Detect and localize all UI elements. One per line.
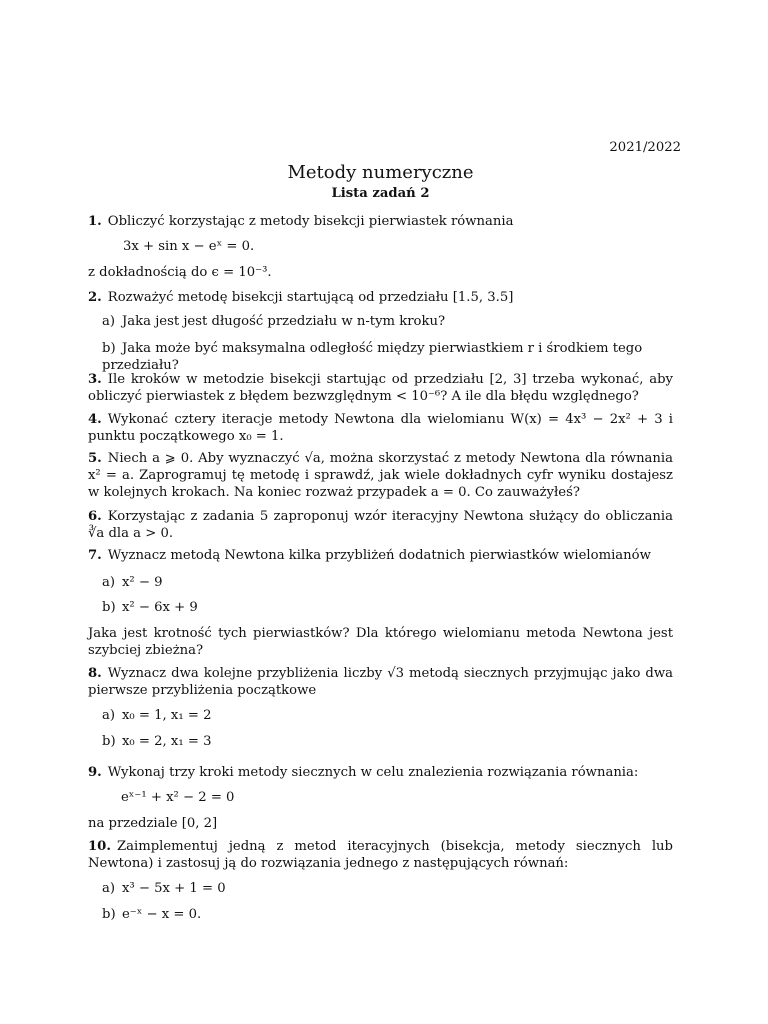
problem-text: Korzystając z zadania 5 zaproponuj wzór iteracyjny Newtona służący do obliczania ∛a dla a > 0. bbox=[88, 509, 673, 541]
problem-text: Ile kroków w metodzie bisekcji startując od przedziału [2, 3] trzeba wykonać, aby obliczyć pierwiastek z błędem bezwzględnym < 10⁻⁶? A ile dla błędu względnego? bbox=[88, 372, 673, 404]
item-label: a) bbox=[102, 314, 116, 329]
document-subtitle: Lista zadań 2 bbox=[331, 186, 430, 201]
problem-7-item-b bbox=[102, 599, 673, 616]
item-text: e⁻ˣ − x = 0. bbox=[122, 907, 202, 922]
item-label: b) bbox=[102, 600, 116, 615]
item-text: Jaka może być maksymalna odległość między pierwiastkiem r i środkiem tego przedziału? bbox=[102, 341, 643, 373]
problem-2-item-a bbox=[102, 313, 673, 330]
problem-text: Obliczyć korzystając z metody bisekcji pierwiastek równania bbox=[107, 214, 514, 229]
problem-8-item-b bbox=[102, 733, 673, 750]
problem-2 bbox=[88, 289, 673, 306]
problem-1-after: z dokładnością do ϵ = 10⁻³. bbox=[88, 265, 272, 280]
item-label: b) bbox=[102, 341, 116, 356]
problem-text: Wyznacz dwa kolejne przybliżenia liczby √3 metodą siecznych przyjmując jako dwa pierwsze przybliżenia początkowe bbox=[88, 666, 673, 698]
problem-8 bbox=[88, 665, 673, 699]
item-text: Jaka jest jest długość przedziału w n-tym kroku? bbox=[122, 314, 446, 329]
item-text: x² − 6x + 9 bbox=[122, 600, 198, 615]
item-label: b) bbox=[102, 907, 116, 922]
problem-number: 8. bbox=[88, 666, 102, 681]
problem-text: Wyznacz metodą Newtona kilka przybliżeń dodatnich pierwiastków wielomianów bbox=[107, 548, 651, 563]
problem-6 bbox=[88, 508, 673, 542]
problem-text: Niech a ⩾ 0. Aby wyznaczyć √a, można skorzystać z metody Newtona dla równania x² = a. Zaprogramuj tę metodę i sprawdź, jak wiele dokładnych cyfr wyniku dostajesz w kolejnych krokach. Na koniec rozważ przypadek a = 0. Co zauważyłeś? bbox=[88, 451, 673, 500]
problem-10 bbox=[88, 838, 673, 872]
problem-number: 7. bbox=[88, 548, 102, 563]
problem-number: 3. bbox=[88, 372, 102, 387]
problem-2-item-b bbox=[102, 340, 673, 374]
problem-9 bbox=[88, 764, 673, 781]
item-text: x₀ = 2, x₁ = 3 bbox=[122, 734, 212, 749]
problem-1-equation: 3x + sin x − eˣ = 0. bbox=[123, 239, 255, 254]
problem-1 bbox=[88, 213, 673, 230]
problem-number: 2. bbox=[88, 290, 102, 305]
problem-number: 5. bbox=[88, 451, 102, 466]
item-label: a) bbox=[102, 708, 116, 723]
problem-9-after: na przedziale [0, 2] bbox=[88, 816, 218, 831]
problem-number: 9. bbox=[88, 765, 102, 780]
item-text: x³ − 5x + 1 = 0 bbox=[122, 881, 226, 896]
problem-10-item-a bbox=[102, 880, 673, 897]
problem-9-equation: eˣ⁻¹ + x² − 2 = 0 bbox=[121, 790, 235, 805]
problem-text: Rozważyć metodę bisekcji startującą od przedziału [1.5, 3.5] bbox=[107, 290, 514, 305]
item-label: b) bbox=[102, 734, 116, 749]
problem-number: 6. bbox=[88, 509, 102, 524]
problem-text: Zaimplementuj jedną z metod iteracyjnych (bisekcja, metody siecznych lub Newtona) i zastosuj ją do rozwiązania jednego z następujących równań: bbox=[88, 839, 673, 871]
item-text: x² − 9 bbox=[122, 575, 163, 590]
item-label: a) bbox=[102, 881, 116, 896]
problem-5 bbox=[88, 450, 673, 501]
problem-7 bbox=[88, 547, 673, 564]
document-title: Metody numeryczne bbox=[287, 162, 474, 183]
problem-3 bbox=[88, 371, 673, 405]
problem-7-after: Jaka jest krotność tych pierwiastków? Dla którego wielomianu metoda Newtona jest szybciej zbieżna? bbox=[88, 626, 673, 658]
item-label: a) bbox=[102, 575, 116, 590]
problem-8-item-a bbox=[102, 707, 673, 724]
academic-year: 2021/2022 bbox=[609, 140, 681, 155]
problem-4 bbox=[88, 411, 673, 445]
problem-text: Wykonać cztery iteracje metody Newtona dla wielomianu W(x) = 4x³ − 2x² + 3 i punktu początkowego x₀ = 1. bbox=[88, 412, 673, 444]
problem-7-item-a bbox=[102, 574, 673, 591]
problem-number: 10. bbox=[88, 839, 111, 854]
problem-number: 1. bbox=[88, 214, 102, 229]
problem-10-item-b bbox=[102, 906, 673, 923]
item-text: x₀ = 1, x₁ = 2 bbox=[122, 708, 212, 723]
problem-number: 4. bbox=[88, 412, 102, 427]
problem-text: Wykonaj trzy kroki metody siecznych w celu znalezienia rozwiązania równania: bbox=[107, 765, 639, 780]
